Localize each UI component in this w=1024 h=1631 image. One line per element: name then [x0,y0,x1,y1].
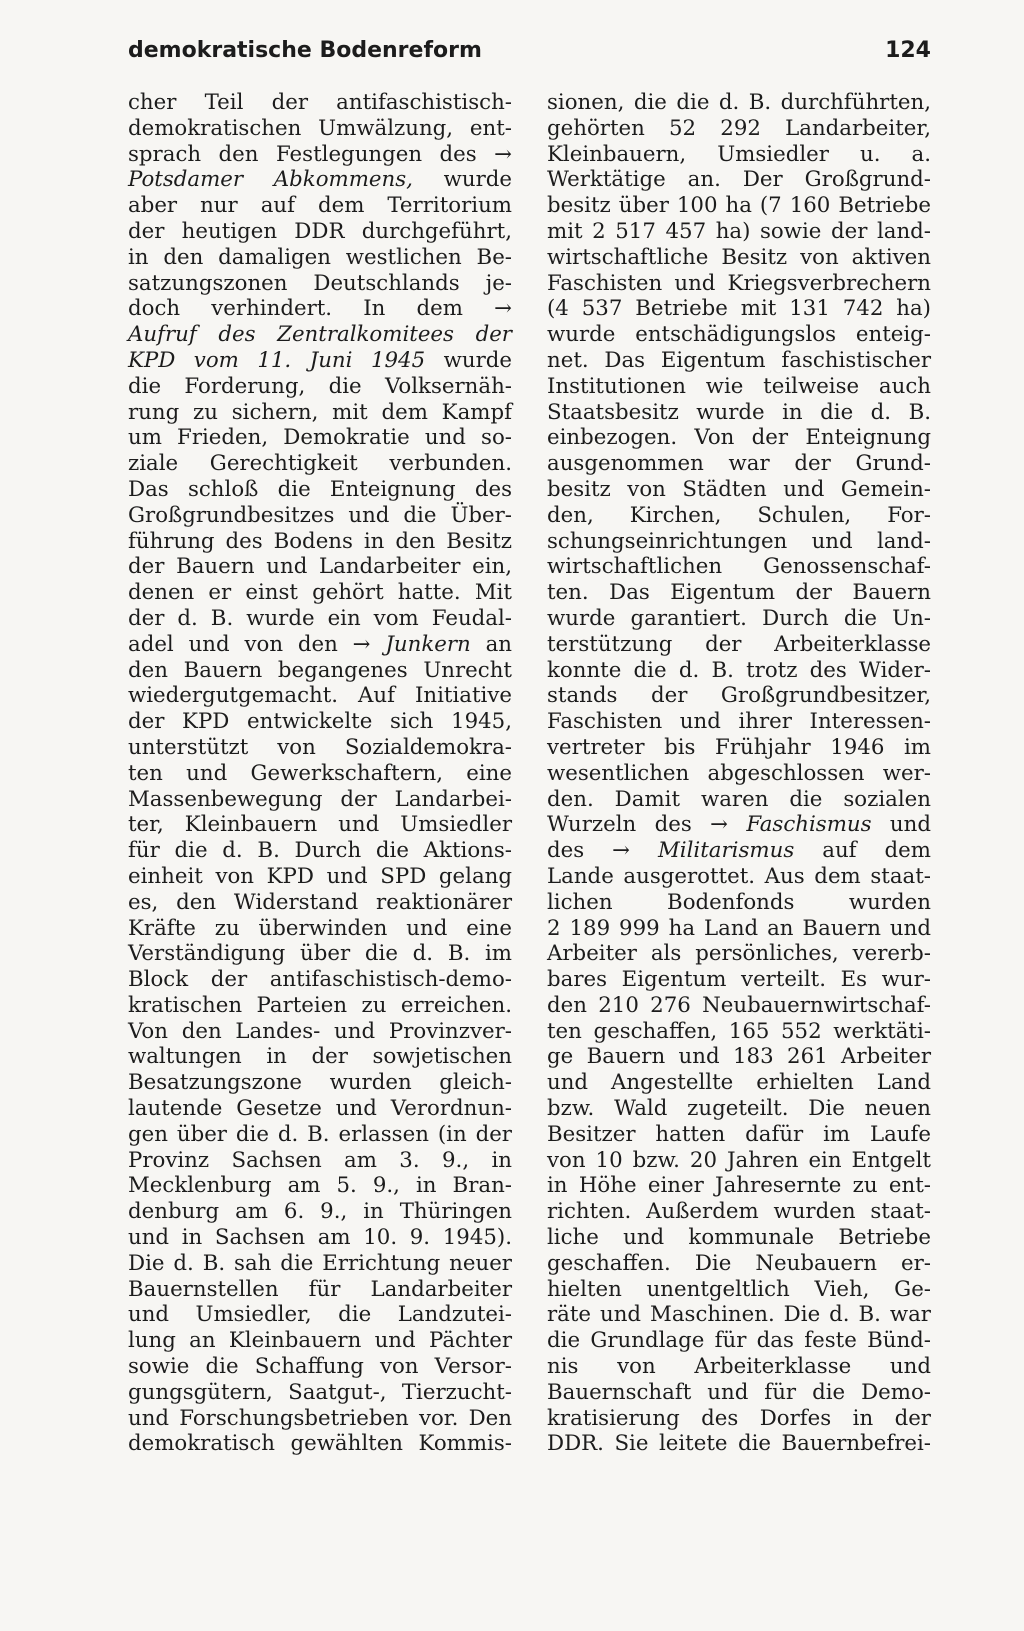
right_column-line: wurde garantiert. Durch die Un- [547,605,931,631]
right_column-line: stands der Großgrundbesitzer, [547,683,931,709]
right_column-line: ausgenommen war der Grund- [547,451,931,477]
left_column-line: Aufruf des Zentralkomitees der [128,322,512,348]
right_column-line: den 210 276 Neubauernwirtschaf- [547,992,931,1018]
left_column-line: satzungszonen Deutschlands je- [128,270,512,296]
left_column-line: Kräfte zu überwinden und eine [128,915,512,941]
left_column-line: und Umsiedler, die Landzutei- [128,1302,512,1328]
left_column-line: demokratisch gewählten Kommis- [128,1431,512,1457]
left_column-line: demokratischen Umwälzung, ent- [128,115,512,141]
right_column-line: ten geschaffen, 165 552 werktäti- [547,1018,931,1044]
left_column-line: sprach den Festlegungen des → [128,141,512,167]
left_column-line: der Bauern und Landarbeiter ein, [128,554,512,580]
left_column-line: ten und Gewerkschaftern, eine [128,760,512,786]
left_column-line: aber nur auf dem Territorium [128,193,512,219]
left_column-line: führung des Bodens in den Besitz [128,528,512,554]
left_column-line: adel und von den → Junkern an [128,631,513,657]
right_column-line: besitz über 100 ha (7 160 Betriebe [547,193,931,219]
right_column-line: schungseinrichtungen und land- [547,528,931,554]
right_column-line: ten. Das Eigentum der Bauern [547,580,931,606]
left_column-line: für die d. B. Durch die Aktions- [128,838,512,864]
right_column-line: konnte die d. B. trotz des Wider- [547,657,931,683]
right_column-line: wirtschaftliche Besitz von aktiven [547,244,931,270]
right_column-line: DDR. Sie leitete die Bauernbefrei- [547,1431,931,1457]
right_column-line: Staatsbesitz wurde in die d. B. [547,399,931,425]
right_column-line: richten. Außerdem wurden staat- [547,1199,931,1225]
right_column-line: kratisierung des Dorfes in der [547,1405,931,1431]
left_column-line: KPD vom 11. Juni 1945 wurde [128,347,512,373]
left_column-line: in den damaligen westlichen Be- [128,244,512,270]
left_column-line: unterstützt von Sozialdemokra- [128,734,512,760]
left_column-line: gen über die d. B. erlassen (in der [128,1121,512,1147]
right_column-line: die Grundlage für das feste Bünd- [547,1328,931,1354]
right_column-line: Faschisten und Kriegsverbrechern [547,270,931,296]
right_column-line: wirtschaftlichen Genossenschaf- [547,554,931,580]
running-head-title: demokratische Bodenreform [128,38,482,63]
right_column-line: lichen Bodenfonds wurden [547,889,931,915]
left_column-line: die Forderung, die Volksernäh- [128,373,512,399]
left-text-column [128,90,512,1457]
left_column-line: Massenbewegung der Landarbei- [128,786,512,812]
left_column-line: Die d. B. sah die Errichtung neuer [128,1250,512,1276]
left_column-line: der d. B. wurde ein vom Feudal- [128,605,512,631]
right_column-line: Wurzeln des → Faschismus und [547,812,931,838]
left_column-line: der heutigen DDR durchgeführt, [128,218,512,244]
left_column-line: ziale Gerechtigkeit verbunden. [128,451,512,477]
right_column-line: besitz von Städten und Gemein- [547,476,931,502]
right_column-line: Lande ausgerottet. Aus dem staat- [547,863,931,889]
right_column-line: wurde entschädigungslos enteig- [547,322,931,348]
left_column-line: Verständigung über die d. B. im [128,941,512,967]
right_column-line: Werktätige an. Der Großgrund- [547,167,931,193]
left_column-line: Großgrundbesitzes und die Über- [128,502,512,528]
left_column-line: cher Teil der antifaschistisch- [128,90,512,115]
right_column-line: geschaffen. Die Neubauern er- [547,1250,931,1276]
running-header [128,38,931,78]
right_column-line: Arbeiter als persönliches, vererb- [547,941,931,967]
right_column-line: ge Bauern und 183 261 Arbeiter [547,1044,931,1070]
right_column-line: nis von Arbeiterklasse und [547,1354,931,1380]
left_column-line: lautende Gesetze und Verordnun- [128,1096,512,1122]
left_column-line: Mecklenburg am 5. 9., in Bran- [128,1173,512,1199]
right_column-line: liche und kommunale Betriebe [547,1225,931,1251]
left_column-line: einheit von KPD und SPD gelang [128,863,512,889]
right_column-line: (4 537 Betriebe mit 131 742 ha) [547,296,931,322]
left_column-line: gungsgütern, Saatgut-, Tierzucht- [128,1379,512,1405]
right_column-line: terstützung der Arbeiterklasse [547,631,931,657]
left_column-line: waltungen in der sowjetischen [128,1044,512,1070]
left_column-line: es, den Widerstand reaktionärer [128,889,512,915]
right_column-line: in Höhe einer Jahresernte zu ent- [547,1173,931,1199]
right-text-column [547,90,931,1457]
right_column-line: hielten unentgeltlich Vieh, Ge- [547,1276,931,1302]
right_column-line: gehörten 52 292 Landarbeiter, [547,115,931,141]
left_column-line: Das schloß die Enteignung des [128,476,512,502]
left_column-line: der KPD entwickelte sich 1945, [128,709,512,735]
right_column-line: mit 2 517 457 ha) sowie der land- [547,218,931,244]
page-number: 124 [885,38,931,63]
left_column-line: lung an Kleinbauern und Pächter [128,1328,512,1354]
left_column-line: Von den Landes- und Provinzver- [128,1018,512,1044]
right_column-line: net. Das Eigentum faschistischer [547,347,931,373]
right_column-line: Faschisten und ihrer Interessen- [547,709,931,735]
right_column-line: einbezogen. Von der Enteignung [547,425,931,451]
left_column-line: den Bauern begangenes Unrecht [128,657,512,683]
right_column-line: Bauernschaft und für die Demo- [547,1379,931,1405]
left_column-line: rung zu sichern, mit dem Kampf [128,399,512,425]
right_column-line: Institutionen wie teilweise auch [547,373,931,399]
right_column-line: den, Kirchen, Schulen, For- [547,502,931,528]
right_column-line: bzw. Wald zugeteilt. Die neuen [547,1096,931,1122]
right_column-line: sionen, die die d. B. durchführten, [547,90,931,115]
left_column-line: und in Sachsen am 10. 9. 1945). [128,1225,512,1251]
right_column-line: wesentlichen abgeschlossen wer- [547,760,931,786]
right_column-line: des → Militarismus auf dem [547,838,931,864]
left_column-line: Bauernstellen für Landarbeiter [128,1276,512,1302]
left_column-line: Block der antifaschistisch-demo- [128,967,512,993]
right_column-line: räte und Maschinen. Die d. B. war [547,1302,931,1328]
right_column-line: den. Damit waren die sozialen [547,786,931,812]
left_column-line: denburg am 6. 9., in Thüringen [128,1199,512,1225]
right_column-line: bares Eigentum verteilt. Es wur- [547,967,931,993]
right_column-line: vertreter bis Frühjahr 1946 im [547,734,931,760]
left_column-line: Potsdamer Abkommens, wurde [128,167,512,193]
right_column-line: Besitzer hatten dafür im Laufe [547,1121,931,1147]
left_column-line: sowie die Schaffung von Versor- [128,1354,512,1380]
left_column-line: und Forschungsbetrieben vor. Den [128,1405,512,1431]
right_column-line: von 10 bzw. 20 Jahren ein Entgelt [547,1147,931,1173]
left_column-line: um Frieden, Demokratie und so- [128,425,512,451]
left_column-line: ter, Kleinbauern und Umsiedler [128,812,512,838]
left_column-line: doch verhindert. In dem → [128,296,512,322]
left_column-line: kratischen Parteien zu erreichen. [128,992,512,1018]
left_column-line: Besatzungszone wurden gleich- [128,1070,512,1096]
right_column-line: Kleinbauern, Umsiedler u. a. [547,141,931,167]
left_column-line: wiedergutgemacht. Auf Initiative [128,683,512,709]
left_column-line: Provinz Sachsen am 3. 9., in [128,1147,512,1173]
right_column-line: 2 189 999 ha Land an Bauern und [547,915,931,941]
left_column-line: denen er einst gehört hatte. Mit [128,580,512,606]
right_column-line: und Angestellte erhielten Land [547,1070,931,1096]
